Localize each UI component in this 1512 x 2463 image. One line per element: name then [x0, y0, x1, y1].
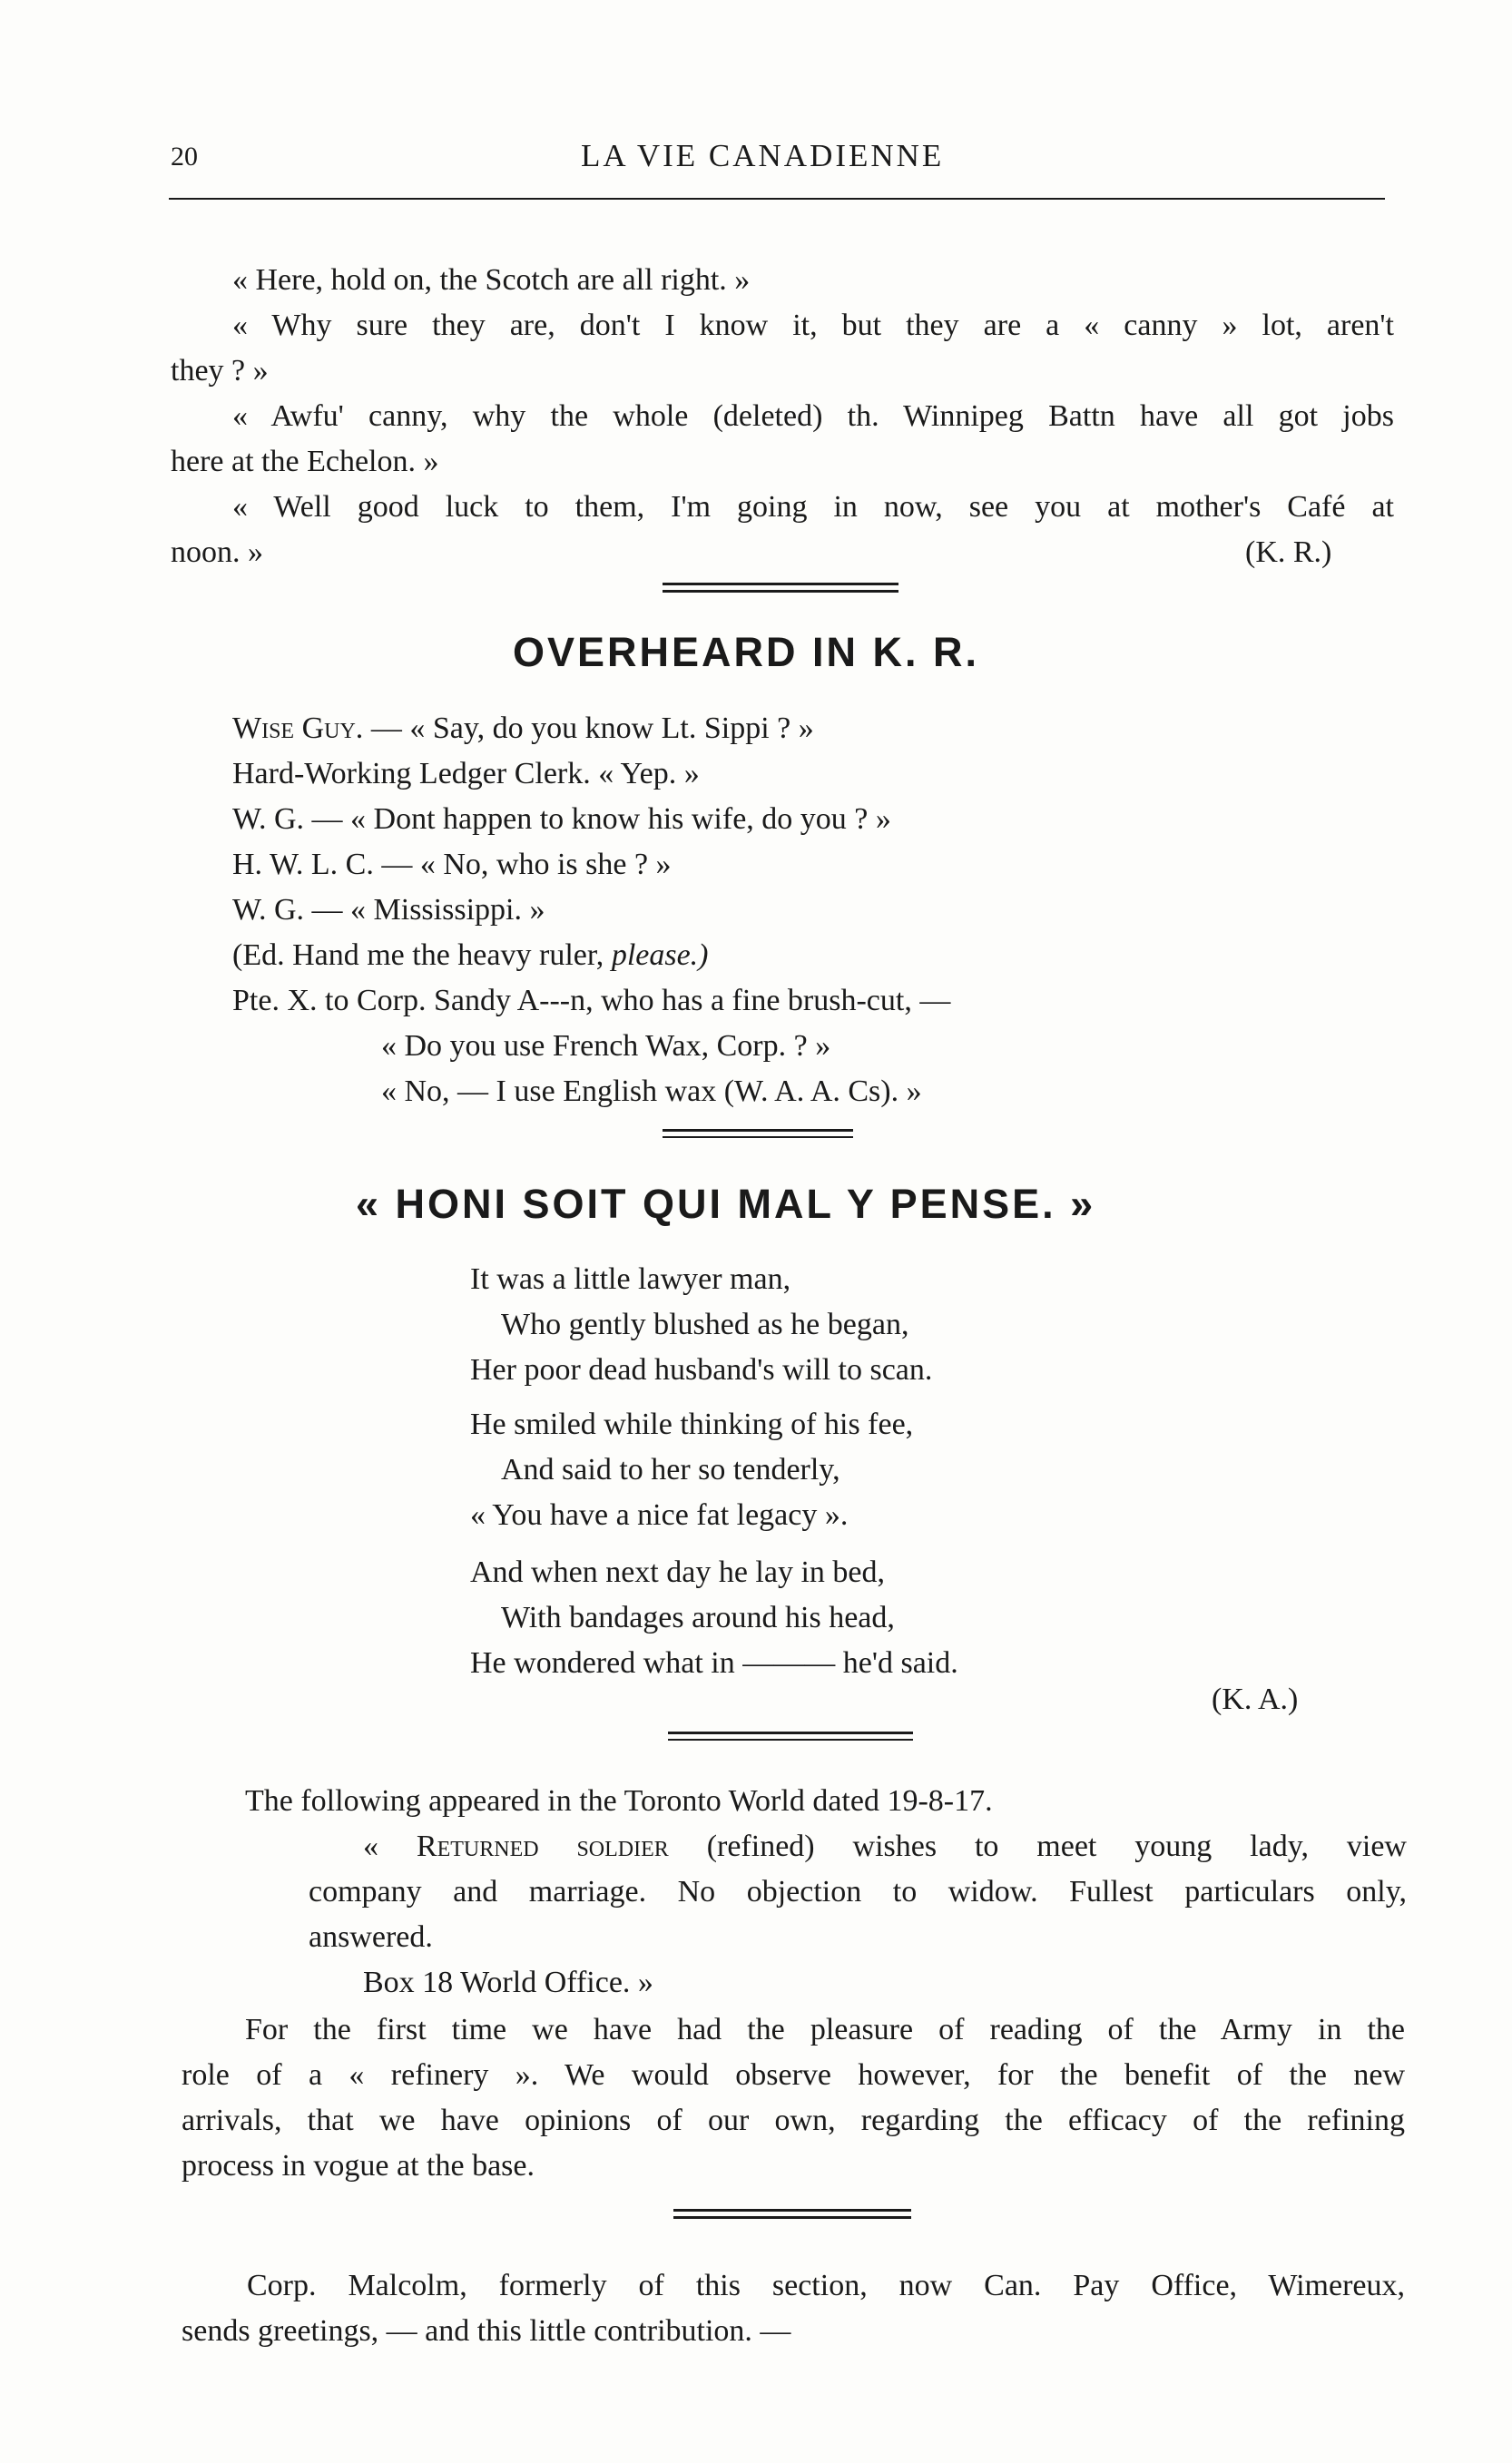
comment-line: process in vogue at the base.: [182, 2149, 535, 2183]
advert-line: company and marriage. No objection to widow. Fullest particulars only,: [309, 1875, 1407, 1909]
poem-line: And when next day he lay in bed,: [470, 1555, 885, 1589]
advert-line: answered.: [309, 1920, 433, 1954]
overheard-line: W. G. — « Dont happen to know his wife, do you ? »: [232, 802, 891, 836]
comment-line: arrivals, that we have opinions of our own, regarding the efficacy of the refining: [182, 2104, 1405, 2137]
dialogue-line: here at the Echelon. »: [171, 445, 439, 478]
closing-line: Corp. Malcolm, formerly of this section, now Can. Pay Office, Wimereux,: [247, 2269, 1405, 2302]
poem-title: « HONI SOIT QUI MAL Y PENSE. »: [356, 1181, 1096, 1227]
dialogue-line: they ? »: [171, 354, 269, 388]
running-title: LA VIE CANADIENNE: [581, 138, 945, 173]
section-divider: [663, 1136, 853, 1138]
section-divider: [663, 583, 898, 585]
advert-line: [363, 1824, 1407, 1869]
speaker-label: Wise Guy.: [232, 711, 364, 745]
section-title: OVERHEARD IN K. R.: [513, 629, 980, 675]
section-divider: [668, 1739, 913, 1741]
overheard-line: « Do you use French Wax, Corp. ? »: [381, 1029, 831, 1063]
comment-line: For the first time we have had the pleasure of reading of the Army in the: [245, 2013, 1405, 2046]
poem-signature: (K. A.): [1212, 1683, 1299, 1716]
overheard-line: W. G. — « Mississippi. »: [232, 893, 545, 927]
dialogue-signature: (K. R.): [1245, 535, 1332, 569]
editor-note-text: (Ed. Hand me the heavy ruler,: [232, 938, 612, 972]
poem-line: Her poor dead husband's will to scan.: [470, 1353, 933, 1387]
advert-text: (refined) wishes to meet young lady, view: [668, 1830, 1407, 1863]
overheard-line: [232, 706, 814, 751]
section-divider: [673, 2216, 911, 2219]
dialogue-line: « Here, hold on, the Scotch are all right. »: [232, 263, 751, 297]
dialogue-line: « Why sure they are, don't I know it, but they are a « canny » lot, aren't: [232, 309, 1394, 342]
section-divider: [663, 1129, 853, 1132]
poem-line: It was a little lawyer man,: [470, 1262, 791, 1296]
section-divider: [663, 590, 898, 593]
poem-line: Who gently blushed as he began,: [501, 1308, 909, 1341]
comment-line: role of a « refinery ». We would observe however, for the benefit of the new: [182, 2058, 1405, 2092]
dialogue-line: « Awfu' canny, why the whole (deleted) th. Winnipeg Battn have all got jobs: [232, 399, 1394, 433]
speaker-quote: — « Say, do you know Lt. Sippi ? »: [363, 711, 814, 745]
returned-soldier: « Returned soldier: [363, 1830, 669, 1863]
overheard-line: H. W. L. C. — « No, who is she ? »: [232, 848, 672, 881]
poem-line: With bandages around his head,: [501, 1601, 895, 1634]
page-number: 20: [171, 142, 198, 172]
editor-note-italic: please.): [611, 938, 709, 972]
poem-line: He wondered what in ——— he'd said.: [470, 1646, 958, 1680]
header-rule: [169, 198, 1385, 200]
advert-intro: The following appeared in the Toronto World dated 19-8-17.: [245, 1784, 993, 1818]
closing-line: sends greetings, — and this little contribution. —: [182, 2314, 791, 2348]
overheard-line: « No, — I use English wax (W. A. A. Cs). »: [381, 1074, 922, 1108]
section-divider: [673, 2209, 911, 2212]
overheard-line: Pte. X. to Corp. Sandy A---n, who has a fine brush-cut, —: [232, 984, 951, 1017]
poem-line: « You have a nice fat legacy ».: [470, 1498, 849, 1532]
dialogue-line: « Well good luck to them, I'm going in now, see you at mother's Café at: [232, 490, 1394, 524]
dialogue-line: noon. »: [171, 535, 263, 569]
advert-box: Box 18 World Office. »: [363, 1966, 653, 1999]
overheard-line: Hard-Working Ledger Clerk. « Yep. »: [232, 757, 700, 790]
section-divider: [668, 1732, 913, 1734]
poem-line: He smiled while thinking of his fee,: [470, 1408, 914, 1441]
editor-note: [232, 933, 709, 978]
poem-line: And said to her so tenderly,: [501, 1453, 840, 1487]
